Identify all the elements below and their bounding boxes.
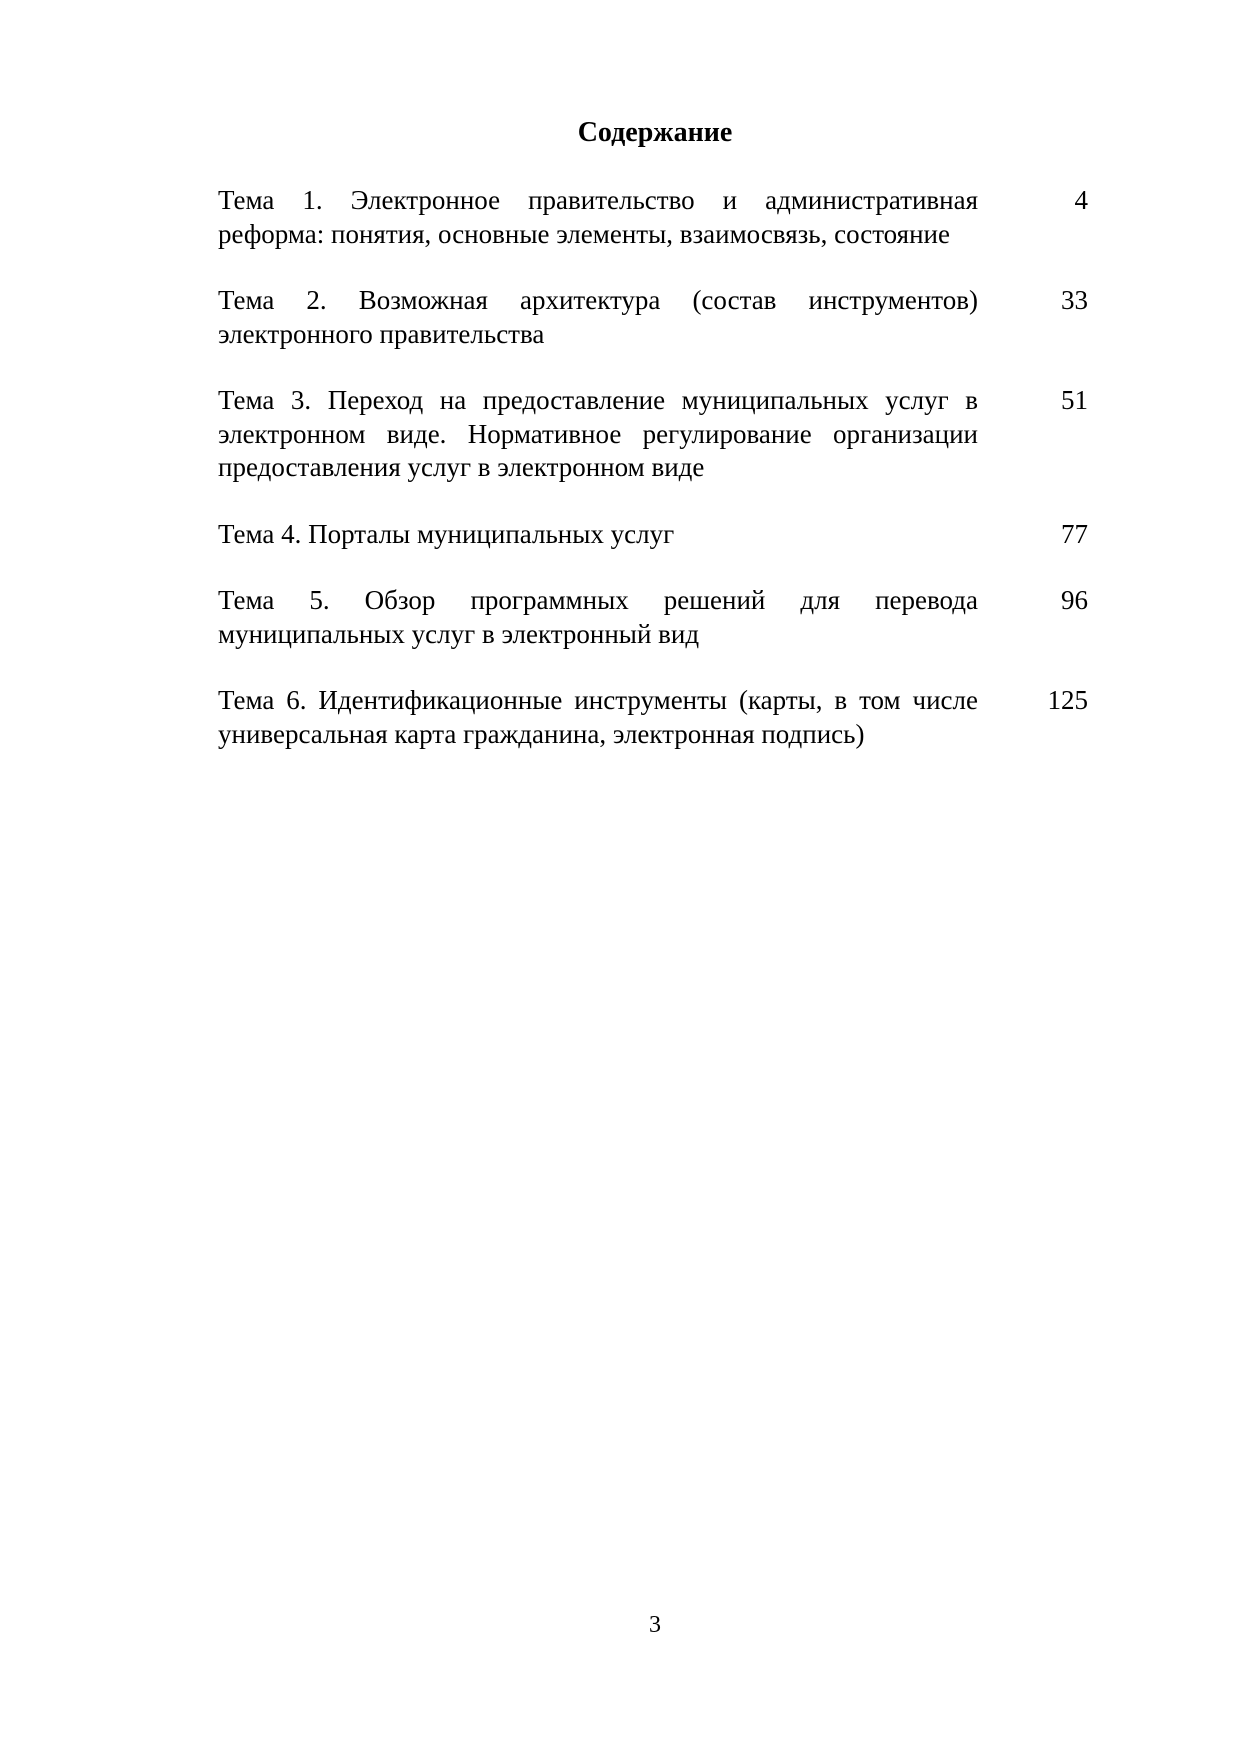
toc-entry-page: 77 [1061, 518, 1088, 549]
toc-entry-page: 96 [1061, 585, 1088, 615]
toc-entry-5 [218, 584, 1088, 651]
toc-entry-6 [218, 684, 1088, 751]
toc-entry-title: Тема 1. Электронное правительство и административная реформа: понятия, основные элементы, взаимосвязь, состояние [218, 185, 978, 249]
page-number: 3 [649, 1612, 661, 1638]
toc-entry-title: Тема 2. Возможная архитектура (состав инструментов) электронного правительства [218, 285, 978, 349]
toc-entry-title: Тема 6. Идентификационные инструменты (карты, в том числе универсальная карта гражданина, электронная подпись) [218, 685, 978, 749]
table-of-contents [218, 184, 1088, 784]
toc-entry-2 [218, 284, 1088, 351]
toc-entry-page: 4 [1074, 185, 1088, 215]
toc-entry-3 [218, 384, 1088, 485]
toc-entry-1 [218, 184, 1088, 251]
toc-entry-title: Тема 5. Обзор программных решений для перевода муниципальных услуг в электронный вид [218, 585, 978, 649]
toc-entry-page: 51 [1061, 385, 1088, 415]
toc-entry-title: Тема 4. Порталы муниципальных услуг [218, 518, 675, 549]
toc-entry-title: Тема 3. Переход на предоставление муниципальных услуг в электронном виде. Нормативное регулирование организации предоставления услуг в электронном виде [218, 385, 978, 482]
toc-entry-4 [218, 518, 1088, 552]
page-title: Содержание [577, 117, 733, 148]
toc-entry-page: 125 [1047, 685, 1088, 715]
toc-entry-page: 33 [1061, 285, 1088, 315]
